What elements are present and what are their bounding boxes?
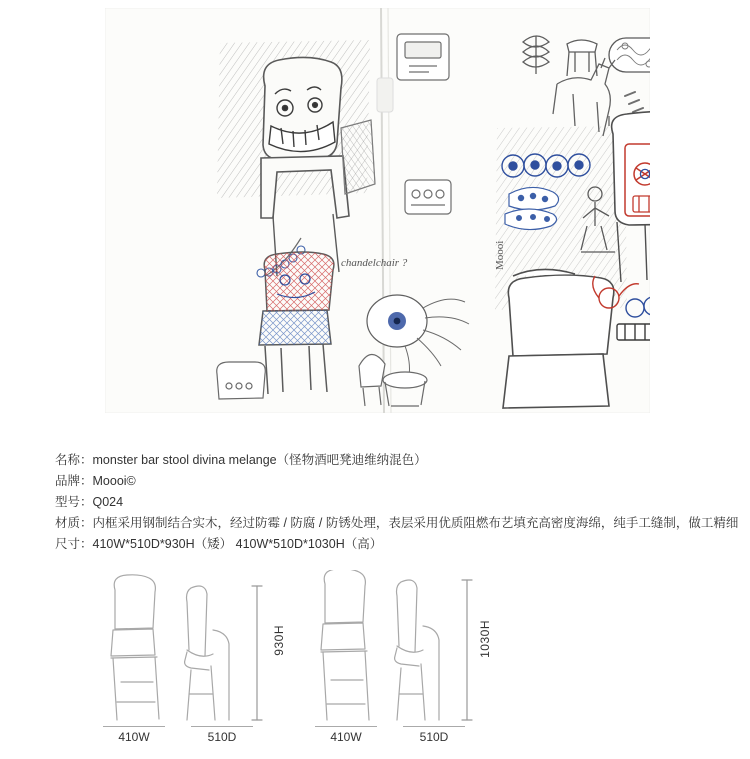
sketchbook-illustration	[105, 8, 650, 413]
sketch-caption-chandelchair: chandelchair ?	[341, 257, 408, 269]
depth-label-low-side: 510D	[191, 726, 253, 744]
height-label-high: 1030H	[478, 620, 492, 658]
dimension-labels	[95, 726, 515, 748]
product-spec-text	[55, 450, 739, 555]
width-label-low-front: 410W	[103, 726, 165, 744]
spec-size: 尺寸：410W*510D*930H（矮） 410W*510D*1030H（高）	[55, 537, 383, 551]
sketch-caption-moooi: Moooi	[494, 240, 506, 270]
spec-brand: 品牌：Moooi©	[55, 474, 136, 488]
width-label-high-front: 410W	[315, 726, 377, 744]
dimension-line-drawings	[95, 570, 515, 730]
spec-model: 型号：Q024	[55, 495, 124, 509]
sketchbook-image	[105, 8, 650, 413]
height-label-low: 930H	[272, 625, 286, 656]
dimension-drawings	[95, 570, 515, 745]
spec-material: 材质：内框采用钢制结合实木，经过防霉 / 防腐 / 防锈处理，表层采用优质阻燃布艺填充高密度海绵，纯手工缝制，做工精细	[55, 516, 739, 530]
depth-label-high-side: 510D	[403, 726, 465, 744]
spec-name: 名称：monster bar stool divina melange（怪物酒吧凳迪维纳混色）	[55, 453, 427, 467]
